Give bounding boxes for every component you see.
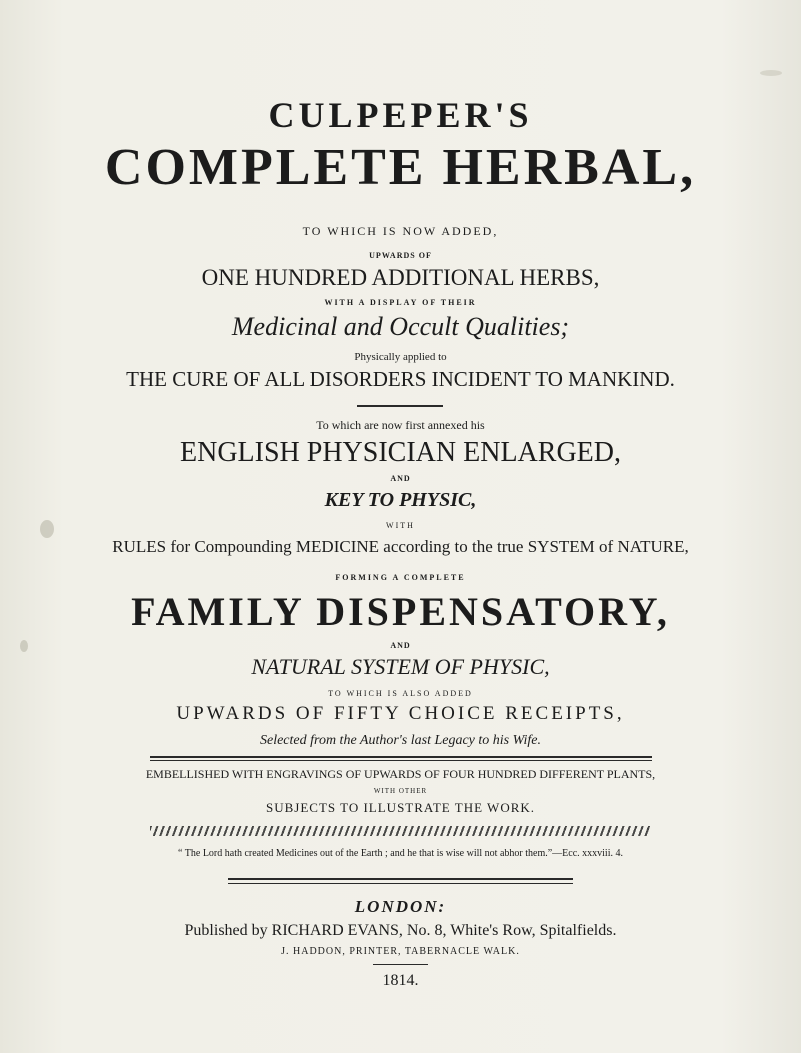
natural-system: NATURAL SYSTEM OF PHYSIC, [251, 654, 550, 679]
imprint-year: 1814. [382, 972, 419, 989]
and-connector: AND [390, 474, 411, 483]
divider-rule-3 [228, 878, 573, 880]
selected-legacy: Selected from the Author's last Legacy to his Wife. [259, 733, 541, 748]
imprint-publisher: Published by RICHARD EVANS, No. 8, White's Row, Spitalfields. [184, 922, 617, 939]
annexed-line: To which are now first annexed his [316, 418, 485, 432]
and-connector-2: AND [390, 641, 411, 650]
imprint-printer: J. HADDON, PRINTER, TABERNACLE WALK. [281, 946, 520, 957]
divider-rule-3b [228, 883, 573, 884]
divider-rule-4 [373, 964, 428, 965]
medicinal-qualities: Medicinal and Occult Qualities; [231, 312, 570, 341]
title-line2: COMPLETE HERBAL, [104, 139, 697, 196]
scripture-quote: “ The Lord hath created Medicines out of the Earth ; and he that is wise will not abhor them.”—Ecc. xxxviii. 4. [178, 848, 623, 859]
also-added: TO WHICH IS ALSO ADDED [328, 689, 473, 698]
embellished-line1: EMBELLISHED WITH ENGRAVINGS OF UPWARDS OF FOUR HUNDRED DIFFERENT PLANTS, [145, 767, 656, 781]
divider-rule-2b [150, 760, 652, 761]
forming-complete: FORMING A COMPLETE [335, 573, 466, 582]
with-connector: WITH [386, 521, 415, 530]
cure-of-disorders: THE CURE OF ALL DISORDERS INCIDENT TO MANKIND. [126, 367, 675, 391]
choice-receipts: UPWARDS OF FIFTY CHOICE RECEIPTS, [176, 703, 625, 724]
to-which-added: TO WHICH IS NOW ADDED, [302, 224, 499, 238]
ornamental-border [150, 826, 650, 836]
foxing-spot [760, 70, 782, 76]
divider-rule [357, 405, 443, 407]
embellished-line2: WITH OTHER [373, 787, 428, 795]
title-line1: CULPEPER'S [268, 95, 533, 135]
key-to-physic: KEY TO PHYSIC, [324, 489, 477, 511]
imprint-city: LONDON: [354, 897, 447, 916]
english-physician: ENGLISH PHYSICIAN ENLARGED, [180, 437, 621, 468]
additional-herbs: ONE HUNDRED ADDITIONAL HERBS, [201, 265, 600, 290]
embellished-line3: SUBJECTS TO ILLUSTRATE THE WORK. [265, 800, 536, 815]
family-dispensatory: FAMILY DISPENSATORY, [131, 589, 670, 634]
upwards-of: UPWARDS OF [369, 251, 432, 260]
rules-compounding: RULES for Compounding MEDICINE according to the true SYSTEM of NATURE, [112, 537, 689, 556]
display-of-their: WITH A DISPLAY OF THEIR [324, 298, 477, 307]
divider-rule-2 [150, 756, 652, 758]
physically-applied: Physically applied to [354, 351, 447, 363]
